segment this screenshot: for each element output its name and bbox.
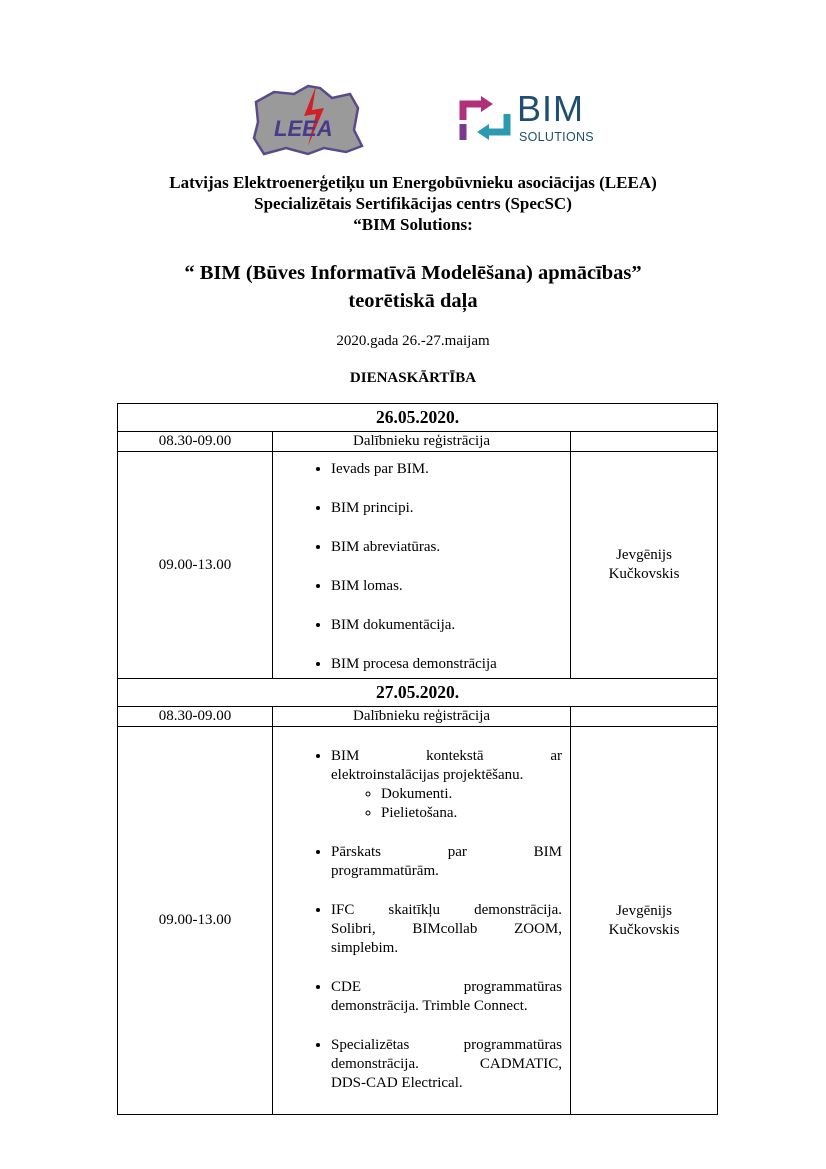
speaker-first-name: Jevgēnijs <box>616 547 672 563</box>
registration-speaker <box>571 432 718 452</box>
bim-logo-word: BIM <box>517 88 585 129</box>
course-title <box>0 259 826 315</box>
subtopic-item: ◦ Pielietošana. <box>381 804 562 823</box>
logo-row <box>0 82 826 162</box>
session-time: 09.00-13.00 <box>118 727 273 1115</box>
topic-line: • IFC skaitīkļu demonstrācija. <box>331 902 562 918</box>
topic-line: demonstrācija. CADMATIC, <box>331 1056 562 1072</box>
agenda-heading: DIENASKĀRTĪBA <box>349 370 477 386</box>
title-line-1: “ BIM (Būves Informatīvā Modelēšana) apmācības” <box>184 262 642 284</box>
org-line-1: Latvijas Elektroenerģetiķu un Energobūvnieku asociācijas (LEEA) <box>169 173 657 192</box>
topic-item: • BIM principi. <box>331 499 562 518</box>
session-topics <box>273 727 571 1115</box>
topic-item <box>331 978 562 1016</box>
registration-row <box>118 707 718 727</box>
day-date: 27.05.2020. <box>118 679 718 707</box>
topic-line: • BIM kontekstā ar <box>331 748 562 764</box>
day-header-row <box>118 404 718 432</box>
topic-line: elektroinstalācijas projektēšanu. <box>331 767 524 783</box>
registration-label: Dalībnieku reģistrācija <box>273 707 571 727</box>
subtopic-item: ◦ Dokumenti. <box>381 785 562 804</box>
topic-item: • BIM procesa demonstrācija <box>331 655 562 674</box>
topic-line: programmatūrām. <box>331 863 439 879</box>
bim-solutions-logo <box>455 90 615 150</box>
agenda-table <box>117 403 718 1115</box>
leea-logo-text: LEEA <box>274 116 333 141</box>
session-row <box>118 452 718 679</box>
org-line-2: Specializētais Sertifikācijas centrs (SpecSC) <box>254 194 572 213</box>
speaker-last-name: Kučkovskis <box>608 566 680 582</box>
topic-item <box>331 843 562 881</box>
day-header-row <box>118 679 718 707</box>
topic-line: • CDE programmatūras <box>331 979 562 995</box>
registration-time: 08.30-09.00 <box>118 707 273 727</box>
title-line-2: teorētiskā daļa <box>348 290 478 312</box>
topic-line: simplebim. <box>331 940 399 956</box>
org-line-3: “BIM Solutions: <box>353 215 473 234</box>
topic-item: • BIM abreviatūras. <box>331 538 562 557</box>
speaker-first-name: Jevgēnijs <box>616 902 672 919</box>
topic-line: demonstrācija. Trimble Connect. <box>331 998 528 1014</box>
topic-line: • Pārskats par BIM <box>331 844 562 860</box>
event-date: 2020.gada 26.-27.maijam <box>336 333 490 349</box>
topic-item <box>331 747 562 823</box>
subtopic-list <box>331 785 562 823</box>
session-time: 09.00-13.00 <box>118 452 273 679</box>
topic-item: • BIM dokumentācija. <box>331 616 562 635</box>
leea-logo <box>250 82 370 162</box>
session-speaker <box>571 452 718 679</box>
bim-logo-subtitle: SOLUTIONS <box>519 130 594 144</box>
registration-label: Dalībnieku reģistrācija <box>273 432 571 452</box>
session-row <box>118 727 718 1115</box>
speaker-last-name: Kučkovskis <box>608 921 680 938</box>
registration-time: 08.30-09.00 <box>118 432 273 452</box>
topic-item <box>331 901 562 958</box>
organization-heading <box>0 172 826 235</box>
registration-speaker <box>571 707 718 727</box>
topic-item: • Ievads par BIM. <box>331 460 562 479</box>
topic-line: Solibri, BIMcollab ZOOM, <box>331 921 562 937</box>
registration-row <box>118 432 718 452</box>
topic-line: • Specializētas programmatūras <box>331 1037 562 1053</box>
session-topics <box>273 452 571 679</box>
topic-item <box>331 1036 562 1093</box>
session-speaker <box>571 727 718 1115</box>
topic-line: DDS-CAD Electrical. <box>331 1075 463 1091</box>
topic-item: • BIM lomas. <box>331 577 562 596</box>
day-date: 26.05.2020. <box>118 404 718 432</box>
